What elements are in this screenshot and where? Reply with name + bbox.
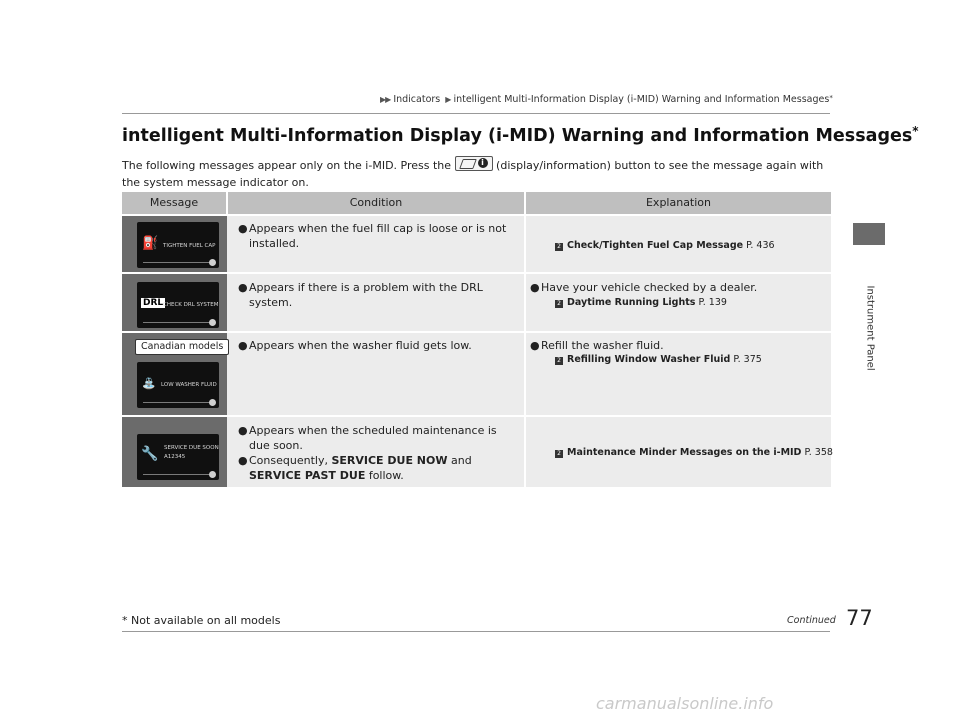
header-condition: Condition <box>349 196 403 209</box>
bullet-icon: ● <box>530 281 540 294</box>
wrench-icon: 🔧 <box>141 446 159 462</box>
screen-text: LOW WASHER FLUID <box>161 382 217 388</box>
condition-text: Appears when the washer fluid gets low. <box>249 339 472 352</box>
breadcrumb <box>380 94 833 105</box>
condition-cell <box>238 338 518 353</box>
table-header <box>122 192 831 214</box>
condition-text: Appears when the fuel fill cap is loose or is not installed. <box>249 222 507 250</box>
breadcrumb-arrow-icon: ▶▶ <box>380 95 391 104</box>
column-separator <box>524 417 526 487</box>
reference-page: P. 375 <box>733 354 762 365</box>
continued-label: Continued <box>787 615 836 626</box>
cross-reference[interactable] <box>555 297 727 308</box>
chapter-tab <box>853 223 885 245</box>
cross-reference[interactable] <box>555 240 775 251</box>
cross-reference[interactable] <box>555 447 833 458</box>
footnote: * Not available on all models <box>122 614 281 627</box>
bullet-icon: ● <box>530 339 540 352</box>
breadcrumb-level-1[interactable]: Indicators <box>393 94 441 105</box>
condition-cell <box>238 221 518 251</box>
condition-text: Consequently, SERVICE DUE NOW and SERVICE PAST DUE follow. <box>249 454 472 482</box>
reference-page: P. 358 <box>804 447 833 458</box>
title-star: * <box>912 124 919 138</box>
reference-arrow-icon: 2 <box>555 450 563 458</box>
reference-title: Refilling Window Washer Fluid <box>567 354 731 365</box>
explanation-cell <box>530 280 820 295</box>
condition-cell <box>238 280 518 310</box>
screen-text: SERVICE DUE SOON <box>164 445 219 451</box>
reference-title: Maintenance Minder Messages on the i-MID <box>567 447 802 458</box>
header-rule <box>122 113 830 114</box>
info-indicator-icon <box>209 471 216 478</box>
screen-text: TIGHTEN FUEL CAP <box>163 243 216 249</box>
cross-reference[interactable] <box>555 354 762 365</box>
info-indicator-icon <box>209 319 216 326</box>
explanation-text: Refill the washer fluid. <box>541 339 664 352</box>
bullet-icon: ● <box>238 339 248 352</box>
drl-icon: DRL <box>143 298 164 308</box>
intro-text-before: The following messages appear only on the i-MID. Press the <box>122 159 452 172</box>
reference-title: Check/Tighten Fuel Cap Message <box>567 240 744 251</box>
imid-screen <box>137 222 219 268</box>
column-separator <box>524 274 526 331</box>
explanation-text: Have your vehicle checked by a dealer. <box>541 281 758 294</box>
screen-text: CHECK DRL SYSTEM <box>163 302 219 308</box>
watermark: carmanualsonline.info <box>596 694 774 713</box>
bullet-icon: ● <box>238 424 248 437</box>
header-message: Message <box>149 196 199 209</box>
canadian-models-badge: Canadian models <box>135 339 229 355</box>
page-number: 77 <box>846 606 873 630</box>
info-indicator-icon <box>209 259 216 266</box>
display-information-button-icon: i <box>455 156 493 171</box>
info-indicator-icon <box>209 399 216 406</box>
fuel-cap-icon: ⛽ <box>142 236 159 251</box>
bullet-icon: ● <box>238 222 248 235</box>
reference-arrow-icon: 2 <box>555 300 563 308</box>
breadcrumb-arrow-icon: ▶ <box>445 95 451 104</box>
bullet-icon: ● <box>238 454 248 467</box>
screen-subtext: A12345 <box>164 454 186 460</box>
imid-screen <box>137 282 219 328</box>
page-title <box>122 126 919 146</box>
reference-page: P. 436 <box>746 240 775 251</box>
reference-arrow-icon: 2 <box>555 357 563 365</box>
reference-title: Daytime Running Lights <box>567 297 696 308</box>
condition-text: Appears if there is a problem with the DRL system. <box>249 281 483 309</box>
bullet-icon: ● <box>238 281 248 294</box>
breadcrumb-level-2[interactable]: intelligent Multi-Information Display (i-MID) Warning and Information Messages <box>453 94 830 105</box>
reference-arrow-icon: 2 <box>555 243 563 251</box>
column-separator <box>524 333 526 415</box>
chapter-label: Instrument Panel <box>864 285 876 371</box>
condition-cell <box>238 423 518 483</box>
page-title-text: intelligent Multi-Information Display (i-MID) Warning and Information Messages <box>122 126 913 146</box>
condition-text: Appears when the scheduled maintenance is due soon. <box>249 424 497 452</box>
reference-page: P. 139 <box>698 297 727 308</box>
imid-screen <box>137 362 219 408</box>
imid-screen <box>137 434 219 480</box>
column-separator <box>524 216 526 272</box>
washer-fluid-icon: ⛲ <box>142 377 156 390</box>
explanation-cell <box>530 338 820 353</box>
footer-rule <box>122 631 830 632</box>
header-explanation: Explanation <box>645 196 712 209</box>
intro-text-after: (display/information) button to see the message again with the system message indicator on. <box>122 159 824 189</box>
intro-paragraph <box>122 156 832 191</box>
breadcrumb-star: * <box>829 94 833 102</box>
